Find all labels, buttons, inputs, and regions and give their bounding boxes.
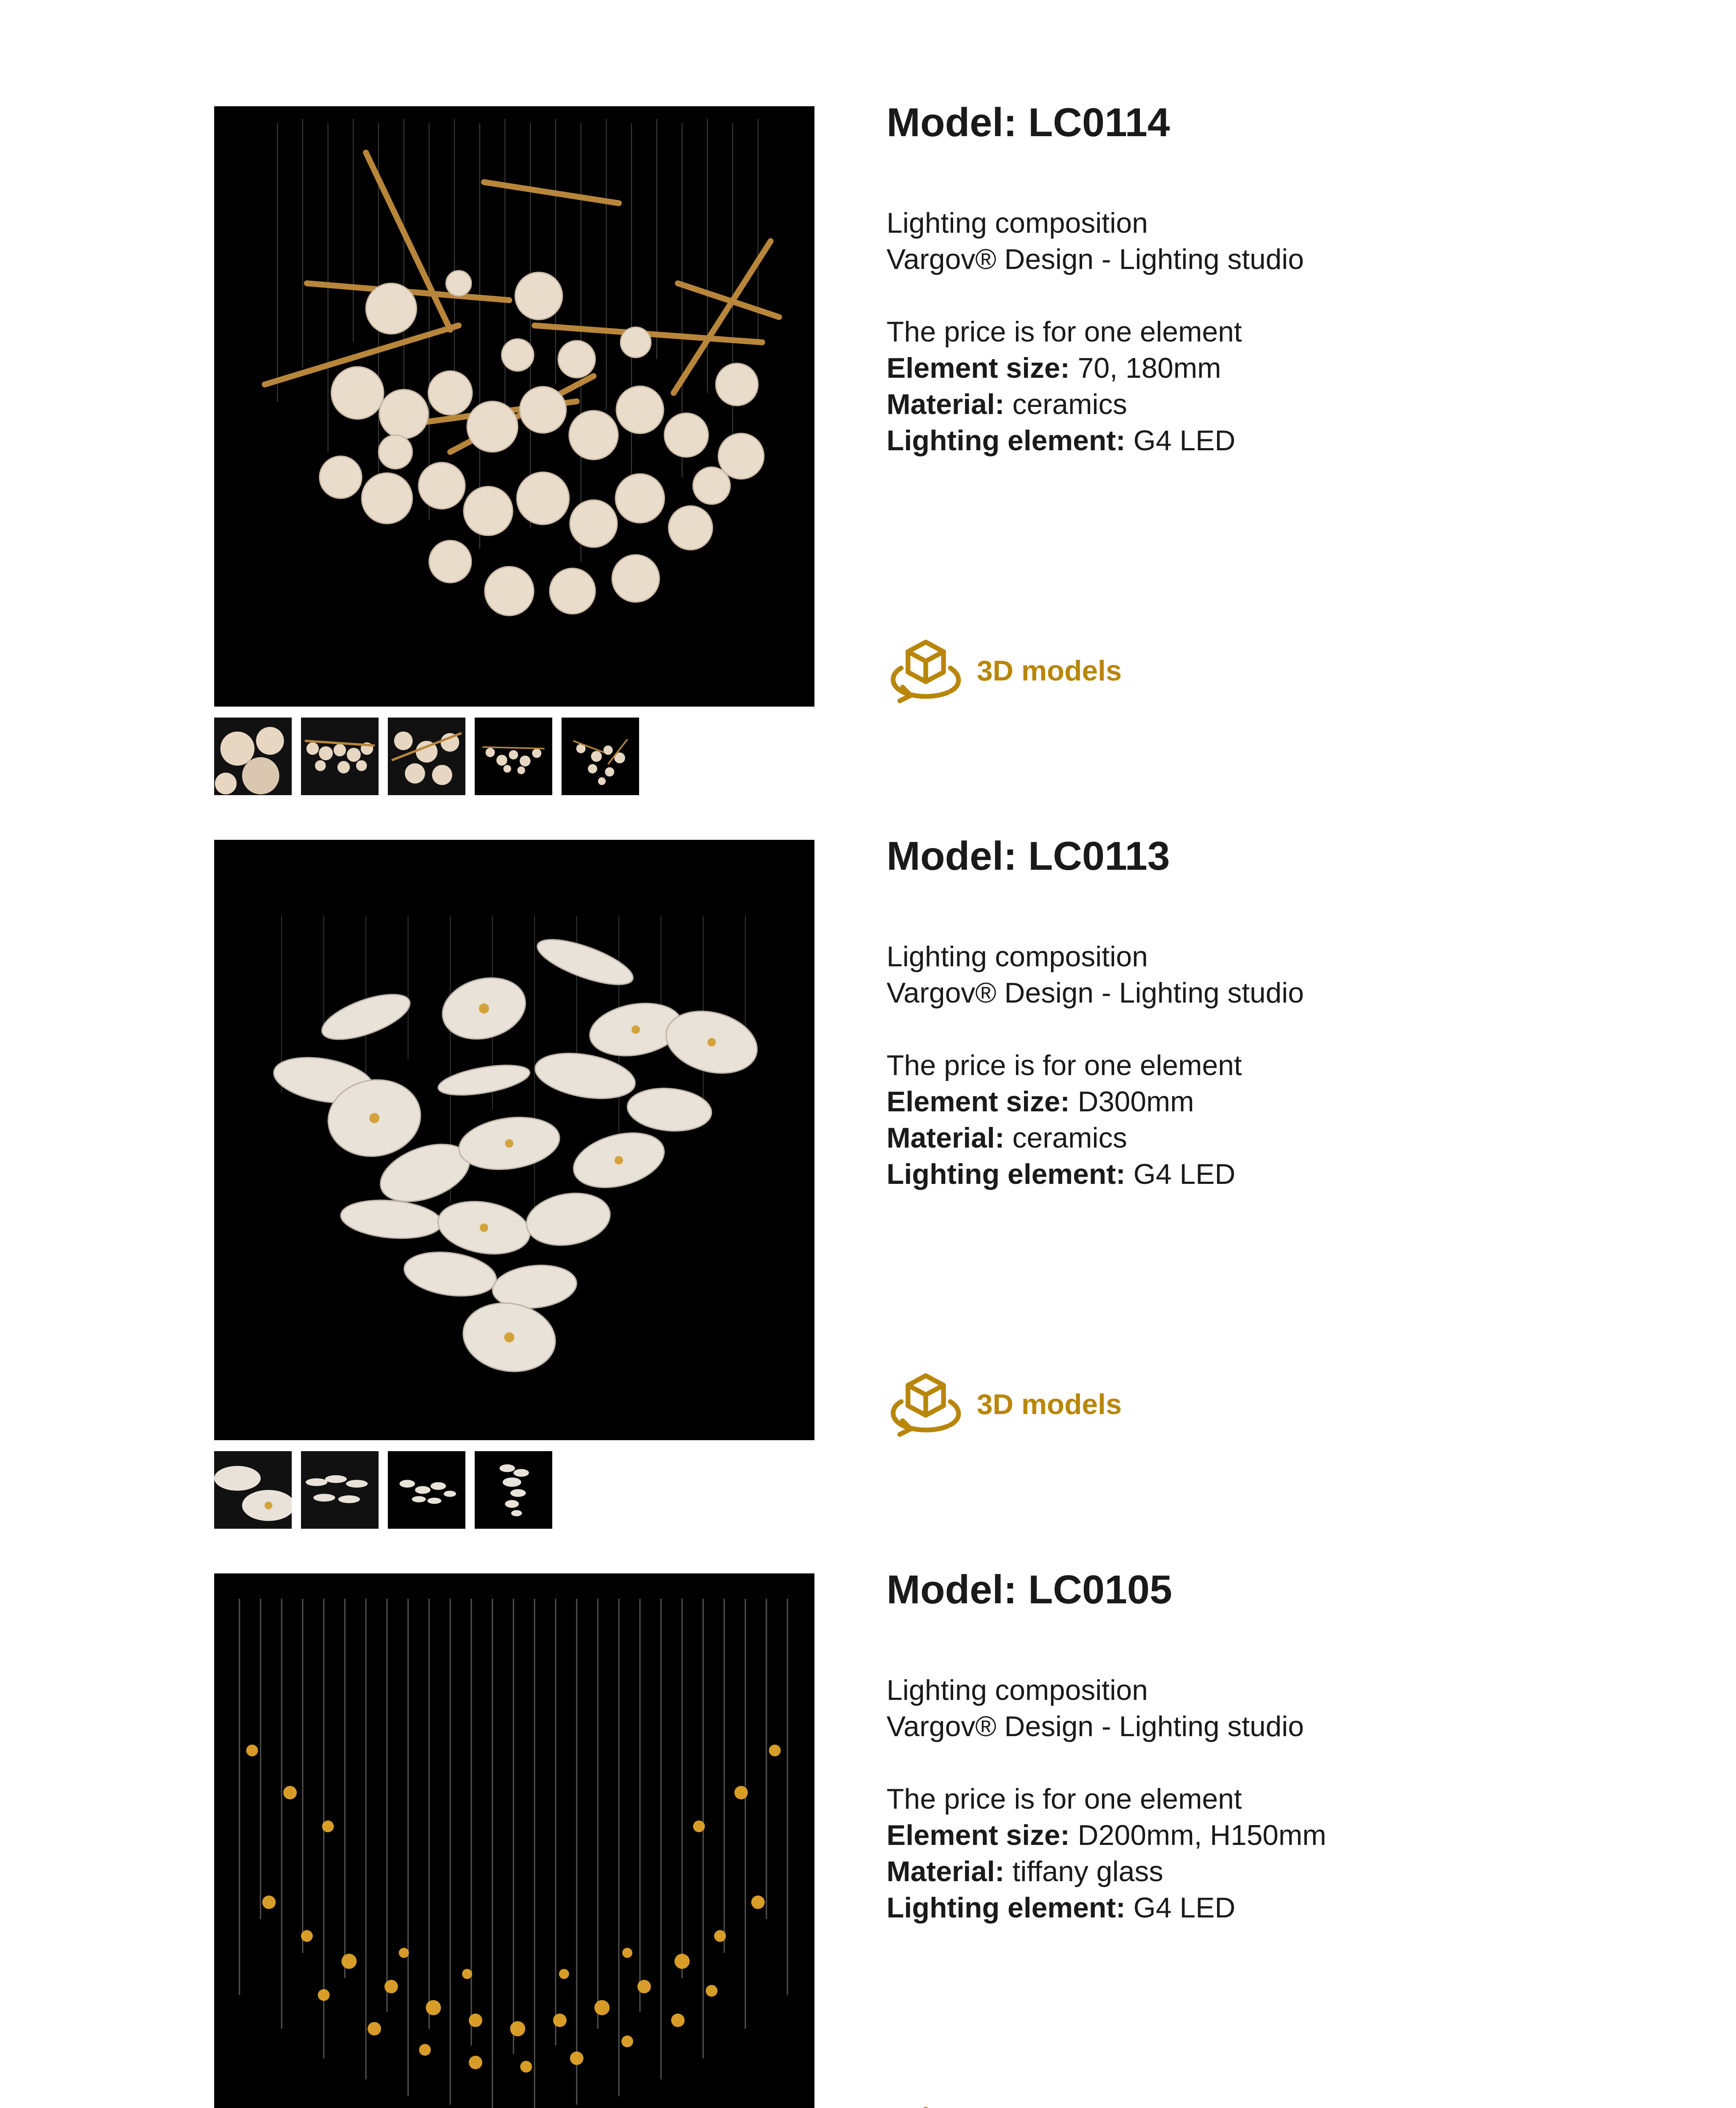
3d-models-link[interactable] [884,637,1122,705]
model-title: Model: LC0114 [887,100,1170,145]
price-note: The price is for one element [887,1783,1242,1815]
material-label: Material: [887,1855,1005,1888]
tiffany-glass-cascade-chandelier-image [214,1573,814,2108]
price-note: The price is for one element [887,1049,1242,1081]
product-image-lc0113[interactable] [214,840,814,1440]
ceramic-leaf-chandelier-image [214,840,814,1440]
3d-models-label: 3D models [977,1388,1122,1420]
lighting-element-row [887,1156,1603,1192]
product-lc0114 [0,0,1736,734]
element-size-label: Element size: [887,1819,1070,1851]
3d-cube-rotate-icon [884,637,967,705]
3d-models-label: 3D models [977,655,1122,687]
crystal-cluster-chandelier-image [214,106,814,707]
material-row [887,386,1603,422]
material-value: ceramics [1004,1121,1127,1154]
model-title: Model: LC0105 [887,1567,1172,1612]
lighting-element-label: Lighting element: [887,1158,1126,1190]
product-info [887,100,1603,459]
studio-name: Vargov® Design - Lighting studio [887,1710,1304,1742]
element-size-value: D300mm [1070,1085,1194,1118]
product-lc0105 [0,1467,1736,2108]
product-image-lc0105[interactable] [214,1573,814,2108]
lighting-element-label: Lighting element: [887,1891,1126,1924]
price-note: The price is for one element [887,315,1242,348]
material-label: Material: [887,1121,1005,1154]
lighting-element-value: G4 LED [1125,1891,1236,1924]
material-value: ceramics [1004,388,1127,420]
element-size-value: D200mm, H150mm [1070,1819,1326,1851]
lighting-element-row [887,1890,1603,1926]
product-image-lc0114[interactable] [214,106,814,707]
element-size-label: Element size: [887,352,1070,384]
element-size-value: 70, 180mm [1070,352,1221,384]
product-lc0113 [0,734,1736,1467]
product-type: Lighting composition [887,207,1148,239]
lighting-element-label: Lighting element: [887,424,1126,457]
element-size-row [887,1084,1603,1120]
element-size-label: Element size: [887,1085,1070,1118]
product-type: Lighting composition [887,1674,1148,1706]
lighting-element-row [887,422,1603,459]
product-type: Lighting composition [887,940,1148,973]
studio-name: Vargov® Design - Lighting studio [887,976,1304,1009]
3d-models-link[interactable] [884,1370,1122,1438]
element-size-row [887,1817,1603,1853]
3d-cube-rotate-icon [884,2104,967,2108]
material-value: tiffany glass [1004,1855,1164,1888]
material-label: Material: [887,388,1005,420]
element-size-row [887,350,1603,386]
product-info [887,1568,1603,1926]
product-info [887,834,1603,1192]
lighting-element-value: G4 LED [1125,424,1236,457]
material-row [887,1853,1603,1890]
model-title: Model: LC0113 [887,834,1170,879]
studio-name: Vargov® Design - Lighting studio [887,243,1304,275]
material-row [887,1120,1603,1156]
lighting-element-value: G4 LED [1125,1158,1236,1190]
3d-cube-rotate-icon [884,1370,967,1438]
3d-models-link[interactable] [884,2104,1122,2108]
